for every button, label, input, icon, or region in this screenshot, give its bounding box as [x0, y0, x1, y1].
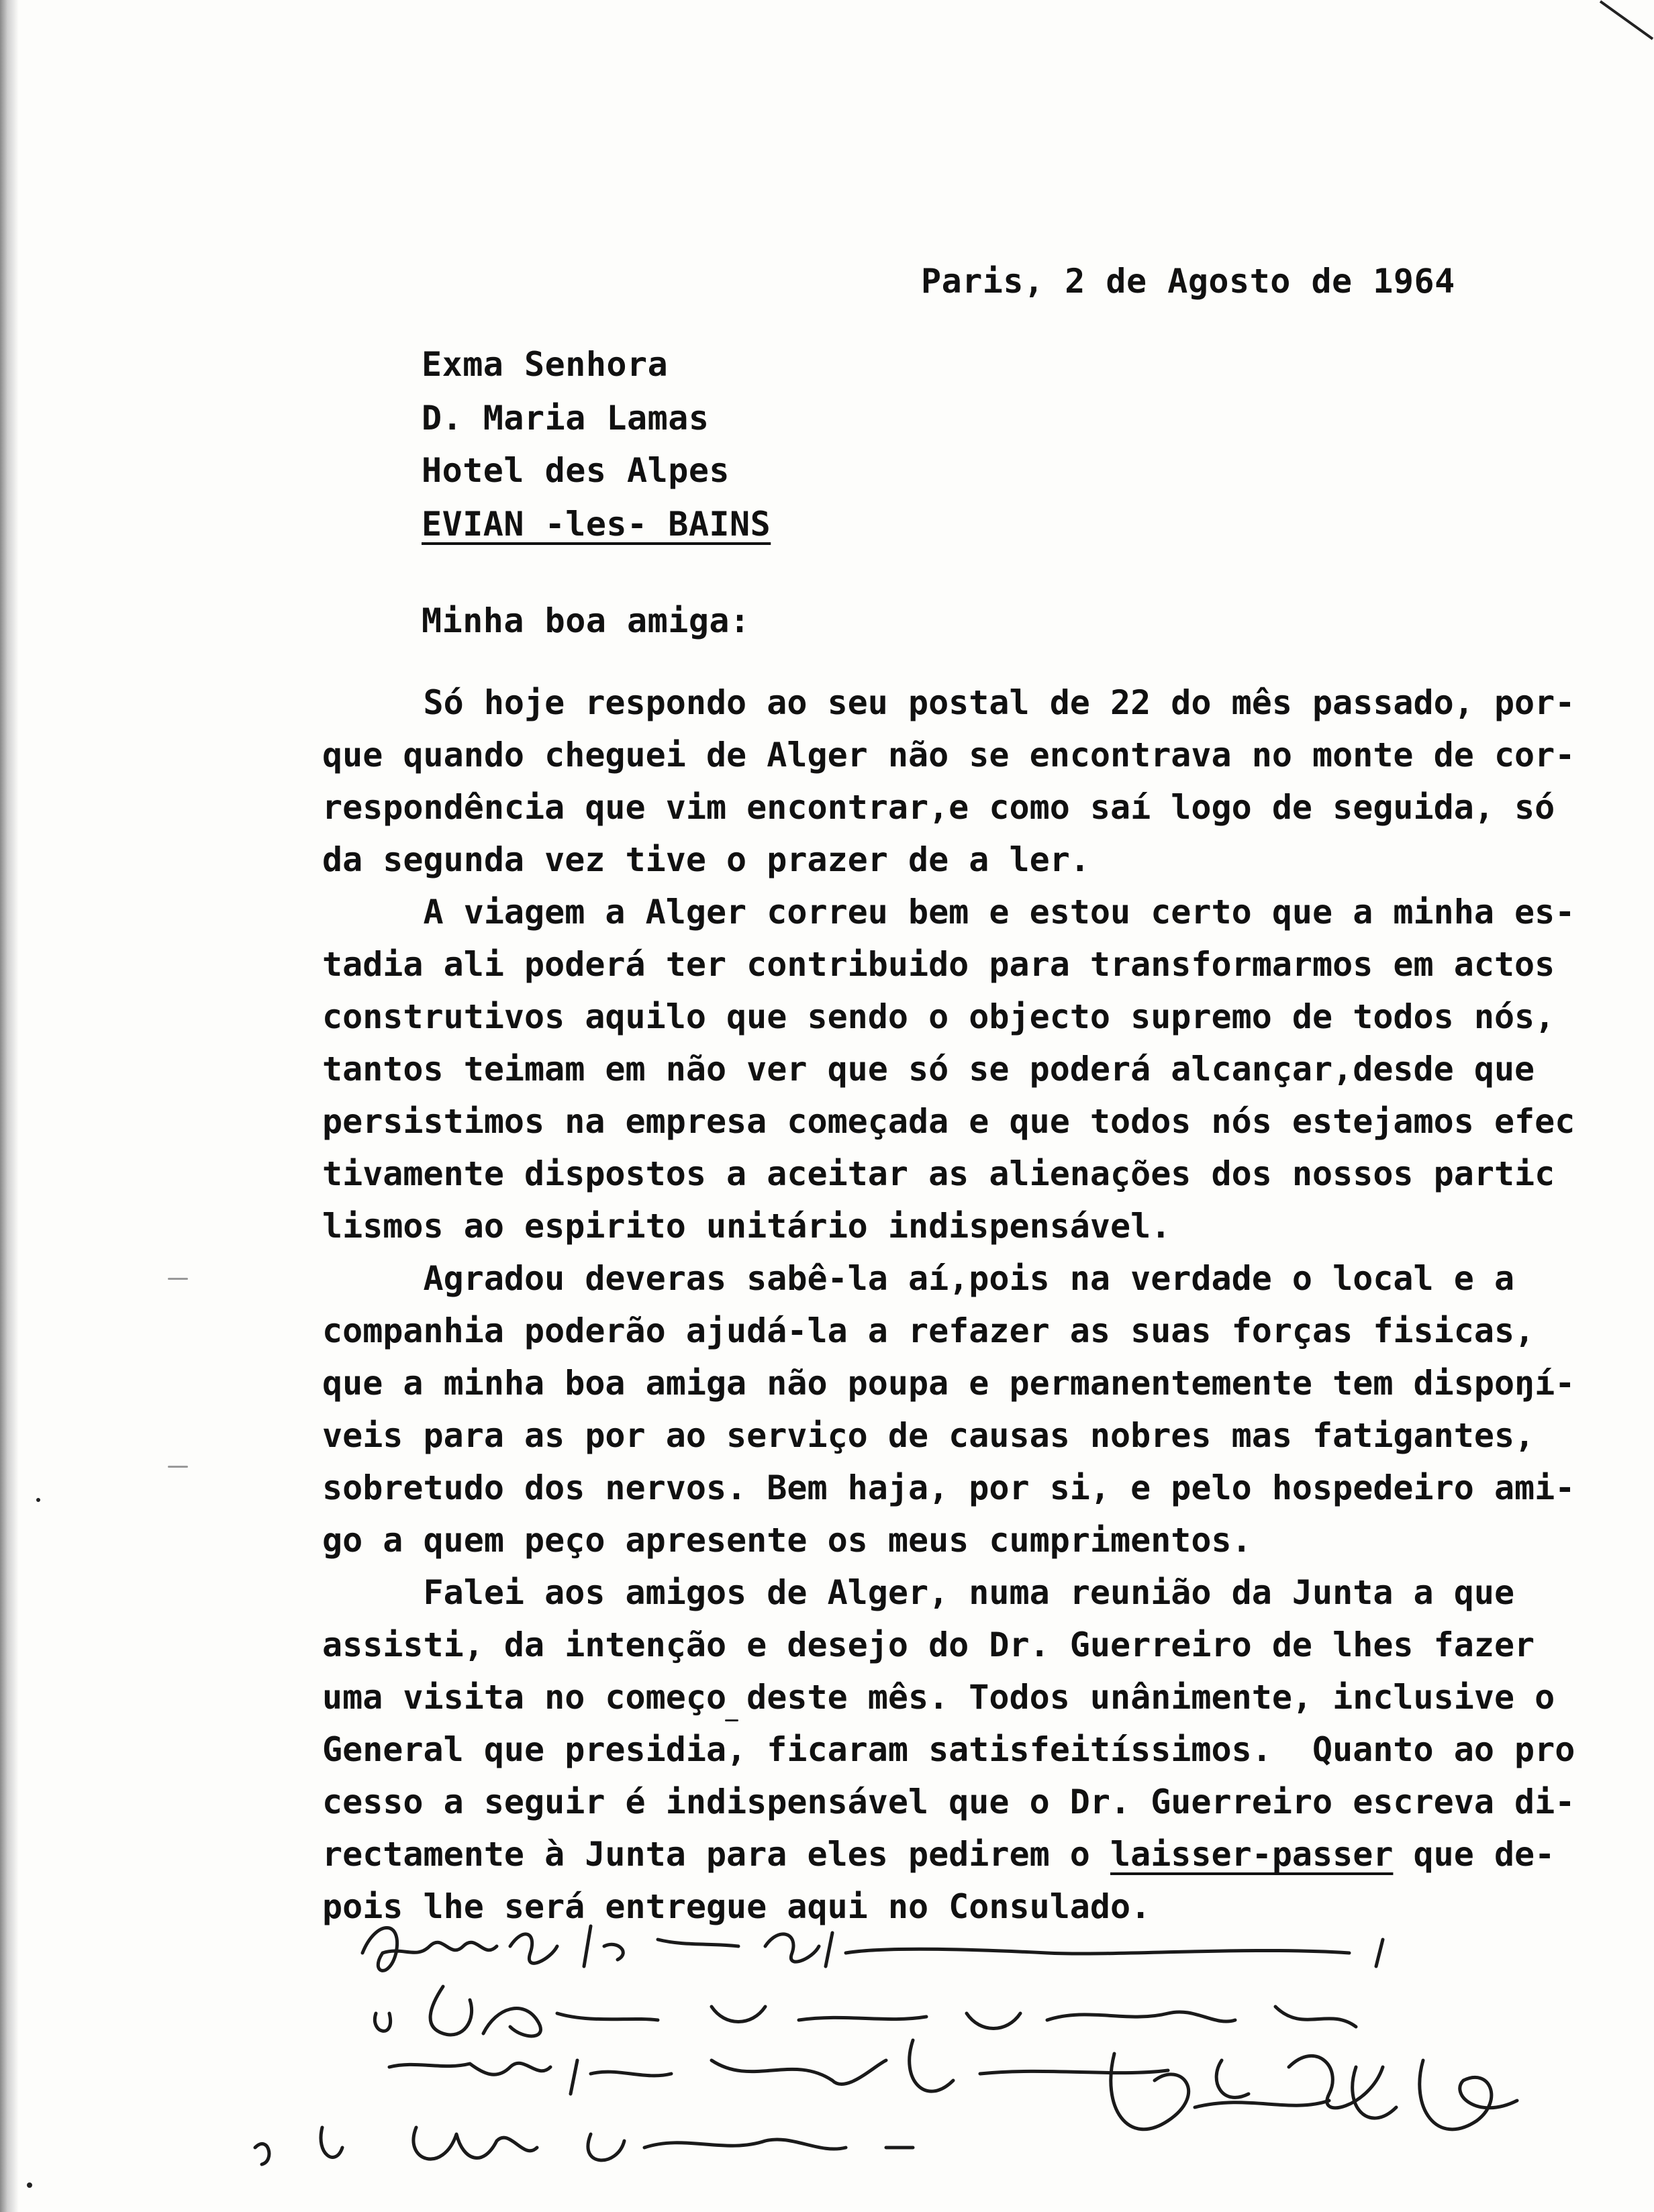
body-line: respondência que vim encontrar,e como saí logo de seguida, só [322, 788, 1555, 827]
body-line: da segunda vez tive o prazer de a ler. [322, 840, 1090, 879]
recipient-city: EVIAN -les- BAINS [422, 505, 771, 544]
scan-speck [36, 1498, 40, 1502]
recipient-hotel: Hotel des Alpes [422, 451, 730, 490]
recipient-name: D. Maria Lamas [422, 399, 710, 438]
body-line: assisti, da intenção e desejo do Dr. Guerreiro de lhes fazer [322, 1625, 1535, 1664]
corner-mark [1594, 0, 1654, 40]
body-line: construtivos aquilo que sendo o objecto supremo de todos nós, [322, 997, 1555, 1036]
body-line: General que presidia, ficaram satisfeitíssimos. Quanto ao pro [322, 1730, 1575, 1769]
body-line: Falei aos amigos de Alger, numa reunião da Junta a que [322, 1573, 1515, 1612]
body-line: Só hoje respondo ao seu postal de 22 do mês passado, por- [322, 683, 1575, 722]
laisser-passer-term: laisser-passer [1110, 1835, 1394, 1874]
body-line-start: rectamente à Junta para eles pedirem o [322, 1835, 1110, 1874]
body-line: tantos teimam em não ver que só se poderá alcançar,desde que [322, 1050, 1535, 1089]
body-line: lismos ao espirito unitário indispensável. [322, 1207, 1171, 1246]
body-line: sobretudo dos nervos. Bem haja, por si, e pelo hospedeiro ami- [322, 1468, 1575, 1507]
body-line-end: que de- [1393, 1835, 1555, 1874]
body-line: persistimos na empresa começada e que todos nós estejamos efec [322, 1102, 1575, 1141]
body-line: tadia ali poderá ter contribuido para transformarmos em actos [322, 945, 1555, 984]
body-line: go a quem peço apresente os meus cumprimentos. [322, 1521, 1252, 1560]
body-line-with-underline [322, 1828, 1598, 1880]
body-line: uma visita no começo deste mês. Todos unânimente, inclusive o [322, 1678, 1555, 1717]
body-line: veis para as por ao serviço de causas nobres mas fatigantes, [322, 1416, 1535, 1455]
handwritten-signature-note [242, 1906, 1598, 2188]
scan-speck [168, 1278, 188, 1280]
body-line: pois lhe será entregue aqui no Consulado. [322, 1887, 1151, 1926]
body-line: Agradou deveras sabê-la aí,pois na verdade o local e a [322, 1259, 1515, 1298]
body-line: que a minha boa amiga não poupa e permanentemente tem dispoŋí- [322, 1364, 1575, 1403]
body-line: companhia poderão ajudá-la a refazer as suas forças fisicas, [322, 1311, 1535, 1350]
body-line: cesso a seguir é indispensável que o Dr. Guerreiro escreva di- [322, 1782, 1575, 1821]
scan-speck [27, 2182, 32, 2188]
salutation: Minha boa amiga: [422, 601, 750, 640]
body-line: que quando cheguei de Alger não se encontrava no monte de cor- [322, 736, 1575, 774]
letter-body [322, 676, 1598, 1933]
recipient-title: Exma Senhora [422, 345, 669, 384]
scan-speck [168, 1466, 188, 1468]
scan-speck [725, 1719, 738, 1721]
letter-date: Paris, 2 de Agosto de 1964 [921, 262, 1455, 301]
scan-edge [0, 0, 19, 2212]
body-line: A viagem a Alger correu bem e estou certo que a minha es- [322, 893, 1575, 932]
body-line: tivamente dispostos a aceitar as alienações dos nossos partic [322, 1154, 1555, 1193]
